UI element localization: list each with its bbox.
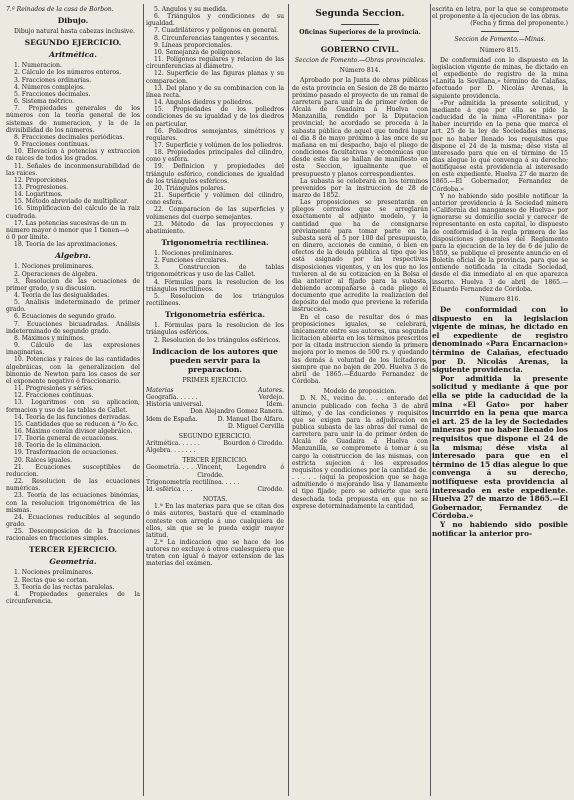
list-item: 12. Fracciones contínuas. [14,392,94,400]
list-item: 1. Nociones preliminares. [14,569,94,577]
list-item: 4. Teoría de las desigualdades. [14,292,110,299]
primer-table [146,394,284,430]
paragraph: «Por admitida la presente solicitud, y mediante á que por ella se pide la caducidad de la mina «Florentina» por haber incurrido en la pena que marca el art. 25 de la ley de Sociedades mineras, por no haber llenado los requisitos que dispone el 24 de la misma; dése vista al interesado para que en el término de 15 dias alegue lo que convenga á su derecho; notifíquese esta providencia al interesado en este expediente. Huelva 27 de marzo de 1865.—El Gobernador, Fernandez de Córdoba.» [432,99,568,193]
list-item: 1. Fórmulas para la resolucion de los triángulos esféricos. [146,322,284,337]
aritmetica-list [6,62,140,248]
notice-number: Número 814. [339,67,381,75]
list-item: 10. Elevacion á potencias y extraccion de raices de todos los grados. [6,148,140,163]
list-item: 15. Propiedades de los poliedros condiciones de su igualdad y de los diedros en particular. [146,106,284,128]
list-item: 13. Logaritmos con su aplicacion, formacion y uso de las tablas de Callet. [6,399,140,414]
list-item: 6. Triángulos y condiciones de su igualdad. [146,13,284,28]
list-item: 15. Cantidades que se reducen á °/o &c. [14,420,139,428]
list-item: 5. Fracciones decimales. [14,90,91,98]
list-item: 19. Trasformacion de ecuaciones. [14,449,119,457]
trig-esferica-list [146,322,284,343]
divider [481,31,519,32]
autor-cell: Don Alejandro Gomez Ranera. [190,408,284,416]
table-row [146,479,284,486]
column-rule [430,4,431,796]
list-item: 5. Resolucion de los triángulos rectilíneos. [146,292,284,308]
list-item: 18. Propiedades principales del cilindro, cono y esfera. [146,149,284,164]
fomento-line: Seccion de Fomento.—Obras provinciales. [294,57,426,65]
list-item: 15. Método abreviado de multiplicar. [14,198,129,206]
materia-cell: Historia universal. [146,401,204,409]
list-item: 5. Análisis indeterminado de primer grado. [6,299,140,314]
algebra-list [6,263,140,542]
divider [341,24,379,25]
list-item: 8. Circunferencias tangentes y secantes. [154,34,280,42]
autores-heading: Indicacion de los autores que pueden servir para la preparacion. [152,346,278,374]
list-item: 17. Superficie y volúmen de los poliedros. [154,141,284,149]
table-row [146,401,284,408]
aritmetica-heading: Aritmética. [49,50,97,60]
paragraph: Y no habiendo sido posible notificar la anterior providencia á la Sociedad minera «California del manganeso de Huelva» por ignorarse su domicilio social y carecer de representante en esta capital, lo dispuesto de conformidad á la regla primera de las disposiciones generales del Reglamento para la ejecucion de la ley de 6 de julio de 1859, se publique el presente anuncio en el Boletín oficial de la provincia, para que se entiende notificada la citada Sociedad, desde el dia inmediato al en que aparezca inserto. Huelva 3 de abril de 1865.—Eduardo Fernandez de Córdoba. [432,192,568,293]
tercer-ejercicio-heading: TERCER EJERCICIO. [182,457,248,465]
primer-ejercicio-heading: PRIMER EJERCICIO. [182,376,248,384]
table-row [146,416,284,423]
list-item: 10. Semejanza de polígonos. [154,48,243,56]
list-item: 19. Definicion y propiedades del triángulo esférico, condiciones de igualdad de los triángulos esféricos. [146,163,284,185]
list-item: 7. Propiedades generales de los números con la teoría general de los sistemas de numeracion, y la de la divisibilidad de los números. [6,105,140,134]
list-item: 14. Angulos diedros y poliedros. [154,99,254,107]
trig-rectilinea-heading: Trigonometría rectilínea. [161,238,269,247]
list-item: 1. Numeracion. [14,62,62,70]
notice-number: Número 816. [479,295,521,303]
list-item: 16. Máximo común divisor algebráico. [14,427,133,435]
autor-cell: Cirodde. [257,485,284,493]
modelo-heading: Modelo de proposicion. [323,388,397,396]
list-item: 2. Operaciones de álgebra. [14,270,98,278]
table-row [146,440,284,447]
list-item: 4. Números complejos. [14,83,85,91]
list-item: 21. Ecuaciones susceptibles de reduccion. [6,463,140,478]
trig-esferica-heading: Trigonometría esférica. [164,310,266,320]
list-item: 14. Logaritmos. [14,191,63,199]
materia-cell: Geometría. . . . . . [146,464,198,479]
table-row [146,408,284,415]
tercer-ejercicio-heading: TERCER EJERCICIO. [28,545,118,555]
materias-label: Materias [146,386,174,394]
list-item: 8. Fracciones decimales periódicas. [14,133,125,141]
list-item: 10. Potencias y raices de las cantidades algebráicas, con la generalizacion del binomio de Newton para los casos de ser el exponente negativo ó fraccionario. [6,356,140,385]
list-item: 25. Descomposicion de la fracciones racionales en fracciones simples. [6,528,140,543]
dibujo-heading: Dibujo. [57,16,89,26]
autor-cell: Idem. [266,401,284,409]
autor-cell: Bourdon ó Cirodde. [223,439,284,447]
segundo-table [146,440,284,454]
notas-heading: NOTAS. [202,496,228,504]
geometria-list-cont [146,6,284,235]
gobierno-civil-heading: GOBIERNO CIVIL. [320,45,400,55]
list-item: 13. Progresiones. [14,183,69,191]
geometria-heading: Geometría. [49,557,97,567]
list-item: 8. Máximos y mínimos. [14,334,86,342]
fomento-line: Seccion de Fomento.—Minas. [454,36,546,44]
table-row [146,447,284,454]
list-item: 7. Ecuaciones bicuadradas. Análisis indeterminado de segundo grado. [6,320,140,335]
geometria-list [6,569,140,605]
paragraph: Aprobado por la Junta de obras públicas de esta provincia en Sesion de 28 de marzo próximo pasado el proyecto de un ramal de carretera para unir la de primer órden de Alcalá de Guadaira á Huelva con Manzanilla, rendido por la Diputacion provincial; he acordado se proceda á la subasta pública de aquel que tendrá lugar el dia 8 de mayo próximo á las once de su mañana en mi despacho, bajo el pliego de condiciones facultativas y económicas que desde este dia se hallan de manifiesto en esta Seccion, igualmente que el presupuesto y planos correspondientes. [292,77,428,178]
list-item: 2. Funciones circulares. [154,257,229,265]
table-row [146,423,284,430]
paragraph: Por admitida la presente solicitud y mediante á que por ella se pide la caducidad de la mina «El Gato» por haber incurrido en la pena que marca el art. 25 de la ley de Sociedades mineras por no haber llenado los requisitos que dispone el 24 de la misma; dése vista al interesado para que en el término de 15 dias alegue lo que convenga á su derecho, notifíquese esta providencia al interesado en este expediente. Huelva 27 de marzo de 1865.—El Gobernador, Fernandez de Córdoba.» [432,373,568,521]
list-item: 11. Señales de inconmensurabilidad de las raices. [6,162,140,177]
table-row [146,464,284,478]
materia-cell: Trigonometría rectilínea. . . . . [146,478,240,486]
column-4 [432,6,568,796]
paragraph: De conformidad con lo dispuesto en la legislacion vigente de minas, he dictado en el expediente de registro de la mina «Lanita la Sevillana,» término de Calañas, efectuado por D. Nicolás Arenas, la siguiente providencia. [432,56,568,100]
list-item: 1. Nociones preliminares. [14,263,94,271]
notice-number: Número 815. [479,46,521,54]
divider [341,40,379,41]
materia-cell: Aritmética. . . . . . [146,439,200,447]
list-item: número mayor ó menor que 1 tienen—o [6,226,129,234]
table-row [146,394,284,401]
algebra-heading: Algebra. [55,251,91,261]
list-item: 9. Fracciones contínuas. [14,141,90,149]
list-item: 3. Fracciones ordinarias. [14,76,92,84]
autor-cell: Vincent, Legendre ó Cirodde. [197,464,284,479]
list-item: 3. Construccion de tablas trigonométricas y uso de las Callet. [146,264,284,279]
list-item: 6. Sistema métrico. [14,98,75,106]
top-line: 7.ª Reinados de la casa de Borbon. [6,6,114,13]
paragraph: De conformidad con lo dispuesto en la legislacion vigente de minas, he dictado en el expediente de registro denominado «Para Encarnacion» término de Calañas, efectuado por D. Nicolás Arenas, la siguiente providencia. [432,305,568,375]
list-item: 11. Progresiones y séries. [14,385,94,393]
list-item: 13. Del plano y de su combinacion con la línea recta. [146,84,284,99]
list-item: 11. Polígonos regulares y relacion de las circunferencias al diámetro. [146,56,284,71]
paragraph: Las proposiciones se presentarán en pliegos cerrados que se arreglarán exactamente al adjunto modelo, y la cantidad que ha de consignarse préviamente para tomar parte en la subasta será el 5 por 100 del presupuesto, en dinero, acciones de camino, ó bien en efectos de la deuda pública al tipo que les está asignado por las respectivas disposiciones vigentes, y en los que no los tuvieren al de su cotizacion en la Bolsa el dia anterior al fijado para la subasta, debiendo acompañarse á cada pliego el documento que acredite la realizacion del depósito del modo que previene la referida instruccion. [292,199,428,314]
list-item: 16. Simplificacion del cálculo de la raiz cuadrada. [6,205,140,220]
autor-cell: D. Miguel Cervilla [227,422,284,430]
list-item: 18. Teoría de la eliminacion. [14,442,102,450]
signature-note: (Fecha y firma del proponente.) [470,20,568,28]
segundo-ejercicio-heading: SEGUNDO EJERCICIO. [178,432,252,440]
table-row [146,486,284,493]
trig-rectilinea-list [146,250,284,307]
list-item: 2. Resolucion de los triángulos esféricos. [154,336,281,344]
list-item: 6. Ecuaciones de segundo grado. [14,313,117,321]
dibujo-text: Dibujo natural hasta cabezas inclusive. [14,28,135,36]
column-1 [6,6,140,796]
list-item: 14. Teoría de las funciones derivadas. [14,413,131,421]
list-item: 9. Cálculo de las expresiones imaginarias. [6,342,140,357]
list-item: 12. Proporciones. [14,176,69,184]
list-item: 1. Nociones preliminares. [154,250,234,257]
materia-cell: Geografía. . . . . . [146,394,198,402]
list-item: 23. Teoría de las ecuaciones binómias, con la resolucion trigonométrica de las mismas. [6,492,140,514]
list-item: 9. Líneas proporcionales. [154,41,233,49]
list-item: 23. Método de las proyecciones y abatimiento. [146,220,284,235]
paragraph: escrita en letra, por la que se compromete el proponente á la ejecucion de las obras. [432,6,568,21]
paragraph: En el caso de resultar dos ó mas proposiciones iguales, se celebrará, únicamente entre sus autores, una segunda licitacion abierta en los términos prescritos por la citada instruccion siendo la primera mejora por lo menos de 500 rs. y quedando las demás á voluntad de los licitadores, siempre que no bajen de 200. Huelva 3 de abril de 1865.—Eduardo Fernandez de Córdoba. [292,313,428,386]
list-item: 7. Cuadriláteros y polígonos en general. [154,27,279,35]
materia-cell: Algebra. . . . . . . [146,447,196,455]
list-item: 4. Fórmulas para la resolucion de los triángulos rectilíneos. [146,278,284,293]
column-3 [292,6,428,796]
list-item: 2. Cálculo de los números enteros. [14,69,122,77]
oficinas-heading: Oficinas Superiores de la provincia. [299,29,421,36]
list-item: 17. Las potencias sucesivas de un m [14,219,127,227]
column-rule [288,4,289,796]
list-item: 22. Resolucion de las ecuaciones numéricas. [6,478,140,493]
table-header [146,387,284,394]
list-item: 20. Raices iguales. [14,456,73,464]
tercer-table [146,464,284,493]
paragraph: La subasta se celebrará en los términos prevenidos por la instruccion de 28 de marzo de 1852. [292,177,428,199]
autores-label: Autores. [257,386,284,394]
list-item: 2. Rectas que se cortan. [14,576,89,584]
list-item: 3. Teoría de las rectas paralelas. [14,583,115,591]
autor-cell: D. Manuel Ibo Alfaro. [217,415,284,423]
list-item: 22. Comparacion de las superficies y volúmenes del cuerpo semejantes. [146,206,284,221]
list-item: 24. Ecuaciones reducibles al segundo grado. [6,513,140,528]
materia-cell: Idem de España. [146,415,198,423]
list-item: 4. Propiedades generales de la circunferencia. [6,590,140,606]
list-item: ó 0 por límite. [6,234,50,242]
list-item: 21. Superficie y volúmen del cilindro, cono esfera. [146,192,284,207]
modelo-text: D. N. N., vecino de. . . . enterado del anuncio publicado con fecha 3 de abril último, y de las condiciones y requisitos que se exigen para la adjudicacion en pública subasta de las obras del ramal de carretera para unir la de primer órden de Alcalá de Guadaira á Huelva con Manzanilla, se compromete á tomar á su cargo la construccion de las mismas, con estricta sujecion á los expresados requisitos y condiciones por la cantidad de. . . . . . (aquí la proposicion que se haga admitiendo ó mejorando lisa y llanamente el tipo fijado; pero se advierte que será desechada toda propuesta en que no se exprese determinadamente la cantidad, [292,395,428,510]
column-rule [143,4,144,796]
list-item: 17. Teoría general de ecuaciones. [14,435,119,443]
nota-paragraph: 1.ª En las materias para que se citan dos ó más autores, bastará que el examinado conteste con arreglo á uno cualquiera de ellos, sin que se le pueda exigir mayor latitud. [146,503,284,539]
list-item: 3. Resolucion de las ecuaciones de primer grado, y su discusion. [6,277,140,292]
list-item: 5. Angulos y su medida. [154,6,228,13]
column-2 [146,6,284,796]
list-item: 12. Superficie de las figuras planas y su comparacion. [146,70,284,85]
materia-cell: Id. esférica . . . [146,485,193,493]
nota-paragraph: 2.ª La indicacion que se hace de los autores no excluye á otros cualesquiera que traten con igual ó mayor extension de las materias del exámen. [146,539,284,568]
section-heading: Segunda Seccion. [315,9,405,19]
paragraph: Y no habiendo sido posible notificar la anterior pro- [432,519,568,538]
autor-cell: Verdejo. [258,394,284,402]
segundo-ejercicio-heading: SEGUNDO EJERCICIO. [24,38,122,48]
list-item: 18. Teoría de las aproximaciones. [14,241,118,249]
list-item: 16. Poliedros semejantes, simétricos y regulares. [146,127,284,142]
list-item: 20. Triángulos polares. [154,184,226,192]
